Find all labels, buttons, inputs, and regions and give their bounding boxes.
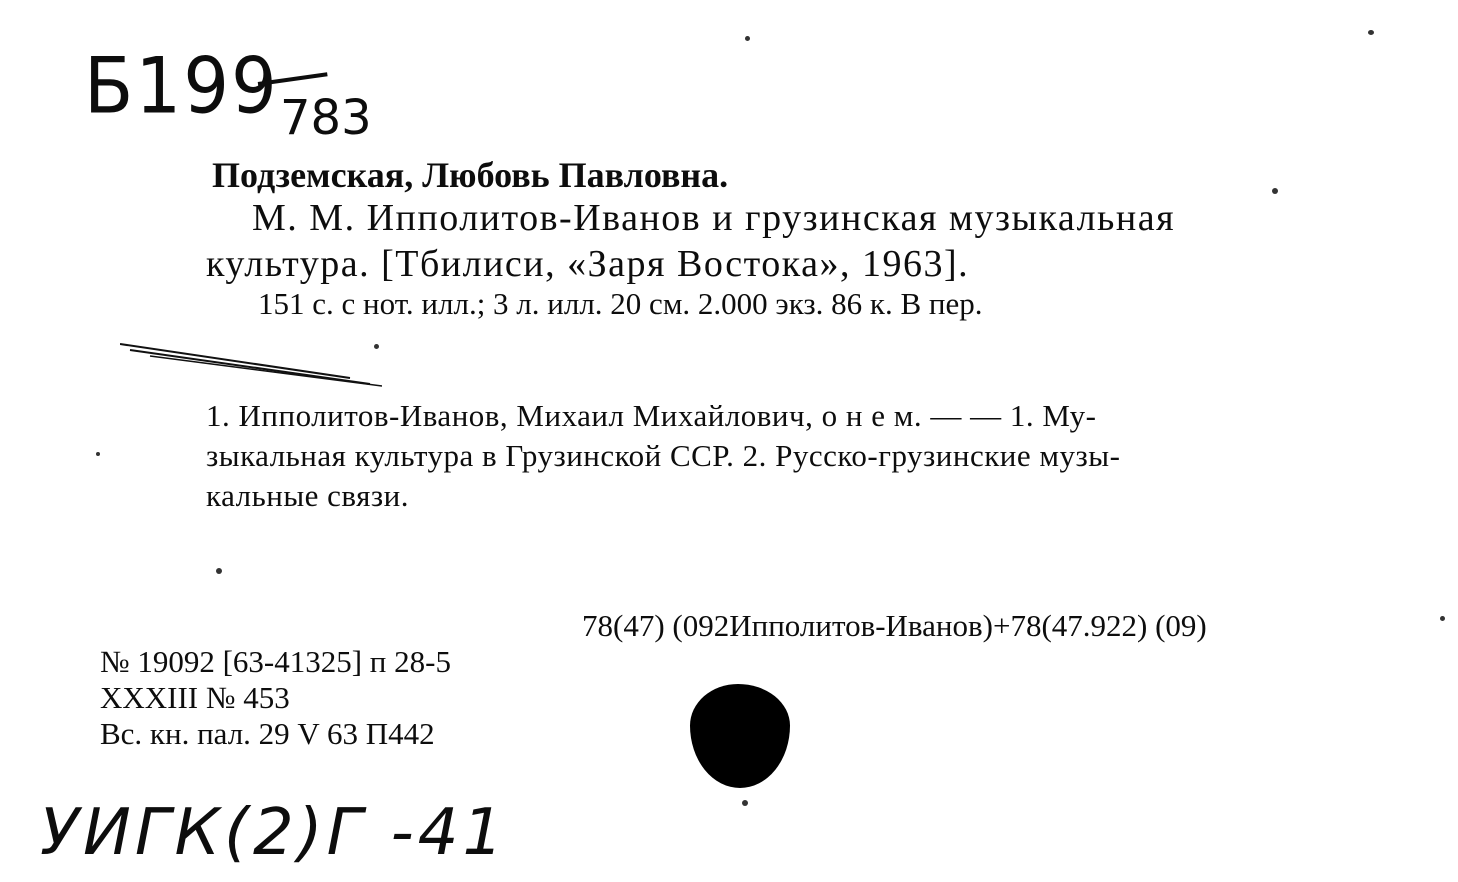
call-number-suffix-handwritten: 783	[280, 90, 372, 146]
subjects-line-1: 1. Ипполитов-Иванов, Михаил Михайлович, о н е м. — — 1. Му-	[206, 398, 1097, 433]
subjects-line-2: зыкальная культура в Грузинской ССР. 2. Русско-грузинские музы-	[206, 438, 1121, 473]
ink-speck	[1272, 188, 1278, 194]
strike-through-marks	[120, 338, 382, 388]
ink-speck	[745, 36, 750, 41]
title-line-2: культура. [Тбилиси, «Заря Востока», 1963].	[206, 243, 970, 285]
ink-speck	[1440, 616, 1445, 621]
ink-speck	[96, 452, 100, 456]
author-heading: Подземская, Любовь Павловна.	[212, 155, 729, 195]
subject-headings	[206, 396, 1352, 516]
handwritten-shelf-mark: УИГК(2)Г -41	[40, 796, 508, 870]
subjects-line-3: кальные связи.	[206, 478, 409, 513]
classification-number: 78(47) (092Ипполитов-Иванов)+78(47.922) (09)	[582, 608, 1207, 643]
collation-line: 151 с. с нот. илл.; 3 л. илл. 20 см. 2.000 экз. 86 к. В пер.	[258, 286, 983, 321]
ink-speck	[374, 344, 379, 349]
title-line-1: М. М. Ипполитов-Иванов и грузинская музыкальная	[252, 197, 1176, 239]
ink-speck	[216, 568, 222, 574]
registration-number: № 19092 [63-41325] п 28-5	[100, 644, 451, 679]
ink-speck	[742, 800, 748, 806]
registration-volume: XXXIII № 453	[100, 680, 290, 715]
ink-speck	[1368, 30, 1374, 35]
call-number-handwritten: Б199	[84, 40, 279, 131]
chamber-date-line: Вс. кн. пал. 29 V 63 П442	[100, 716, 435, 751]
punched-hole	[690, 684, 790, 788]
